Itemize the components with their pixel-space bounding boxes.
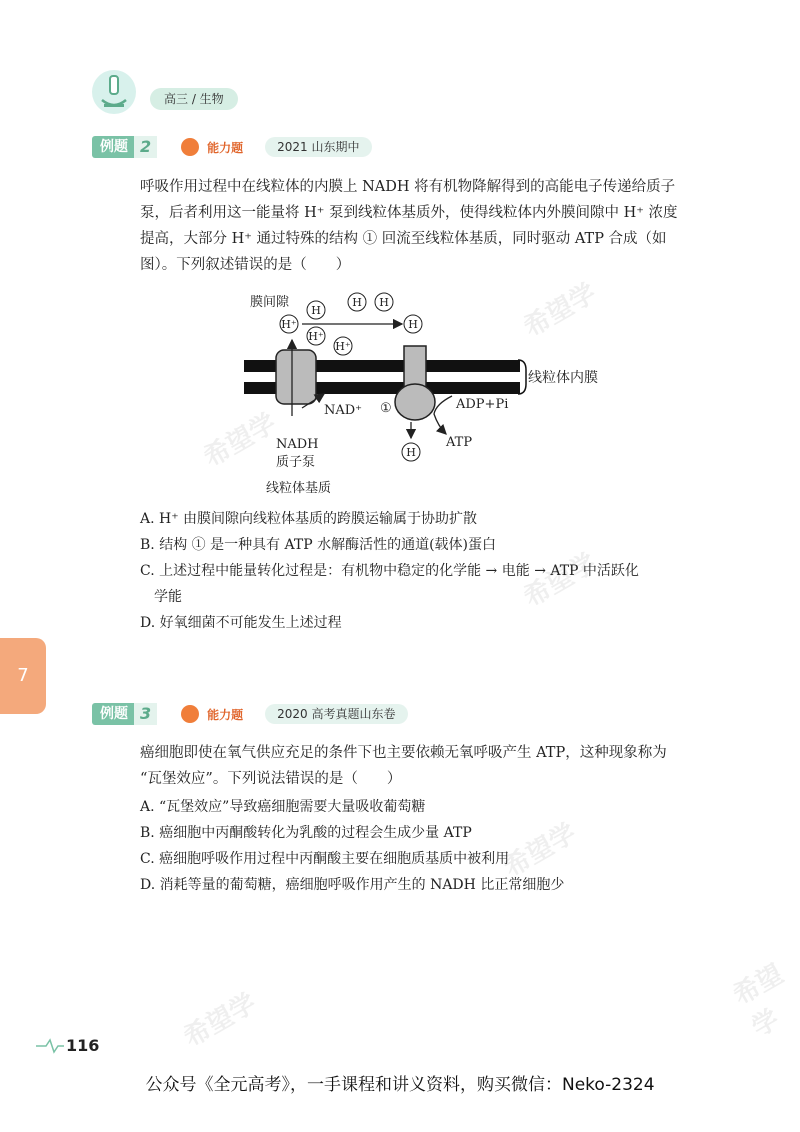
example-3-header (92, 703, 408, 725)
stem-line: “瓦堡效应”。下列说法错误的是（ ） (140, 771, 402, 787)
option-b[interactable]: B. 癌细胞中丙酮酸转化为乳酸的过程会生成少量 ATP (140, 825, 472, 841)
h-ion: H⁺ (335, 340, 351, 353)
page-number: 116 (66, 1036, 100, 1055)
stem-line: 泵，后者利用这一能量将 H⁺ 泵到线粒体基质外，使得线粒体内外膜间隙中 H⁺ 浓度 (140, 205, 678, 221)
subject-tag: 高三 / 生物 (150, 88, 238, 110)
h-ion: H (406, 446, 416, 459)
source-tag: 2021 山东期中 (265, 137, 371, 157)
microscope-icon (92, 70, 136, 114)
footer-text: 公众号《全元高考》，一手课程和讲义资料，购买微信：Neko-2324 (145, 1075, 655, 1095)
inner-membrane-label: 线粒体内膜 (528, 370, 598, 386)
stem-line: 呼吸作用过程中在线粒体的内膜上 NADH 将有机物降解得到的高能电子传递给质子 (140, 179, 676, 195)
stem-line: 图）。下列叙述错误的是（ ） (140, 257, 351, 273)
example-label: 例题 (92, 136, 134, 158)
h-ion: H (379, 296, 389, 309)
stem-line: 提高，大部分 H⁺ 通过特殊的结构 ① 回流至线粒体基质，同时驱动 ATP 合成（如 (140, 231, 667, 247)
h-ion: H (352, 296, 362, 309)
option-b[interactable]: B. 结构 ① 是一种具有 ATP 水解酶活性的通道(载体)蛋白 (140, 537, 497, 553)
option-a[interactable]: A. H⁺ 由膜间隙向线粒体基质的跨膜运输属于协助扩散 (140, 511, 478, 527)
option-c[interactable]: C. 上述过程中能量转化过程是：有机物中稳定的化学能 → 电能 → ATP 中活跃化 (140, 563, 639, 579)
h-ion: H⁺ (281, 318, 297, 331)
watermark: 希望学 (498, 818, 582, 884)
stem-line: 癌细胞即使在氧气供应充足的条件下也主要依赖无氧呼吸产生 ATP，这种现象称为 (140, 745, 667, 761)
option-c[interactable]: C. 癌细胞呼吸作用过程中丙酮酸主要在细胞质基质中被利用 (140, 851, 510, 867)
watermark: 希望学 (178, 988, 262, 1054)
ability-label: 能力题 (207, 707, 244, 722)
ability-icon (181, 138, 199, 156)
pump-label: 质子泵 (276, 455, 316, 470)
option-a[interactable]: A. “瓦堡效应”导致癌细胞需要大量吸收葡萄糖 (140, 799, 426, 815)
matrix-label: 线粒体基质 (266, 481, 332, 496)
nad-label: NAD⁺ (324, 403, 363, 418)
watermark: 希望学 (518, 278, 602, 344)
option-d[interactable]: D. 好氧细菌不可能发生上述过程 (140, 615, 342, 631)
example-3-stem (140, 740, 700, 792)
adp-label: ADP+Pi (456, 397, 509, 412)
example-number: 2 (134, 136, 157, 158)
option-c-continued: 学能 (154, 589, 182, 605)
atp-label: ATP (446, 435, 473, 450)
example-2-stem (140, 174, 700, 278)
ability-icon (181, 705, 199, 723)
watermark: 希望学 (198, 408, 282, 474)
ability-label: 能力题 (207, 140, 244, 155)
example-3-options (140, 794, 700, 898)
chapter-tab: 7 (0, 638, 46, 714)
watermark: 希望学 (728, 959, 789, 1044)
source-tag: 2020 高考真题山东卷 (265, 704, 407, 724)
atp-synthase-head (395, 384, 435, 420)
example-2-header (92, 136, 372, 158)
example-label: 例题 (92, 703, 134, 725)
h-ion: H⁺ (308, 330, 324, 343)
nadh-label: NADH (276, 437, 319, 452)
watermark: 希望学 (518, 548, 602, 614)
mitochondria-diagram (230, 284, 630, 502)
proton-pump-shape (276, 350, 316, 404)
example-2-options (140, 506, 700, 636)
adp-to-atp-arrow (434, 396, 452, 434)
h-ion: H (311, 304, 321, 317)
intermembrane-label: 膜间隙 (250, 295, 290, 310)
structure-1-label: ① (380, 401, 392, 416)
h-ion: H (408, 318, 418, 331)
option-d[interactable]: D. 消耗等量的葡萄糖，癌细胞呼吸作用产生的 NADH 比正常细胞少 (140, 877, 565, 893)
example-number: 3 (134, 703, 157, 725)
